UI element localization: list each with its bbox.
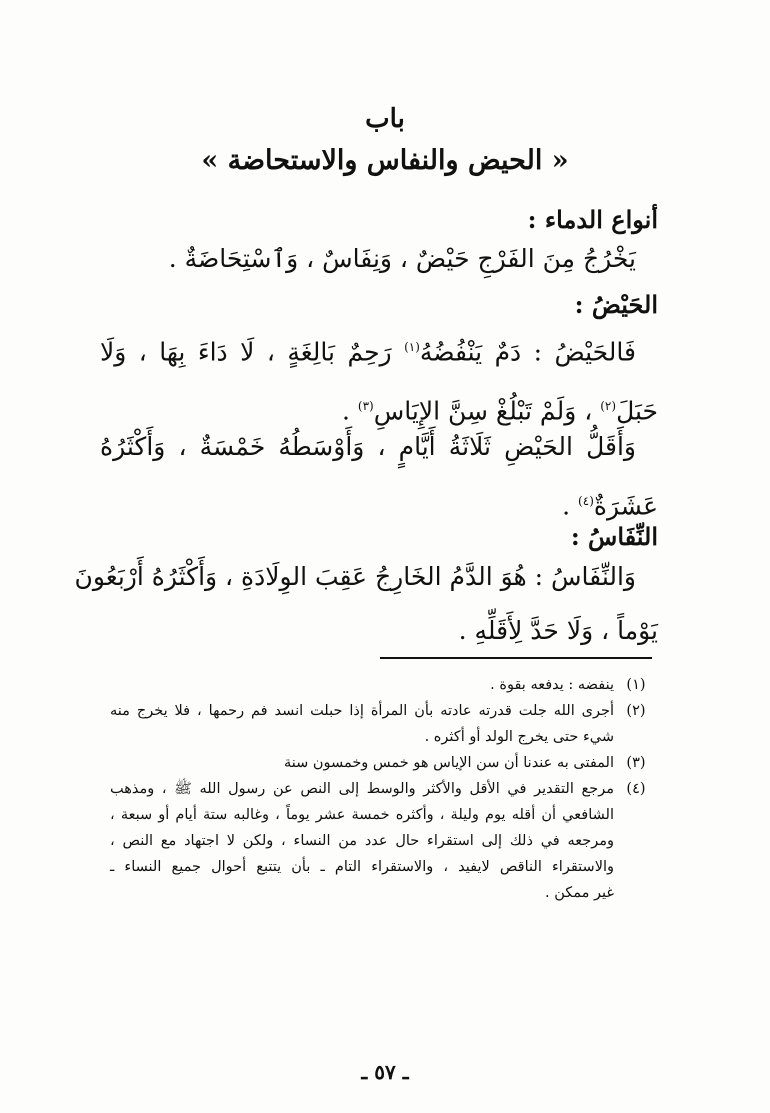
paragraph-line: وَالنِّفَاسُ : هُوَ الدَّمُ الخَارِجُ عَقِبَ الوِلَادَةِ ، وَأَكْثَرُهُ أَرْبَعُونَ <box>74 562 636 591</box>
footnote-text <box>110 776 614 906</box>
footnote-ref[interactable]: (٢) <box>600 399 617 414</box>
paragraph-line: يَخْرُجُ مِنَ الفَرْجِ حَيْضٌ ، وَنِفَاسٌ ، وَٱسْتِحَاضَةٌ . <box>168 244 636 273</box>
paragraph <box>100 232 658 286</box>
footnote-line: ومرجعه في ذلك إلى استقراء حال عدد من النساء ، ولكن لا اجتهاد مع النص ، <box>110 833 614 849</box>
footnote-line: المفتى به عندنا أن سن الإياس هو خمس وخمسون سنة <box>283 755 614 771</box>
footnote-line: الشافعي أن أقله يوم وليلة ، وأكثره خمسة عشر يوماً ، وغالبه ستة أيام أو سبعة ، <box>110 807 614 823</box>
page-number: ـ ٥٧ ـ <box>361 1060 409 1084</box>
footnote-text <box>110 698 614 750</box>
paragraph-line: وَأَقَلُّ الحَيْضِ ثَلَاثَةُ أَيَّامٍ ، وَأَوْسَطُهُ خَمْسَةٌ ، وَأَكْثَرُهُ <box>100 432 636 461</box>
text-run: عَشَرَةٌ <box>593 491 658 521</box>
footnote-text <box>110 672 614 698</box>
footnote-ref[interactable]: (١) <box>404 340 420 354</box>
section-blood-types <box>100 205 658 234</box>
section-heading: الحَيْضُ : <box>574 290 658 319</box>
footnote <box>110 698 658 750</box>
text-run: . <box>562 491 579 521</box>
footnote-text <box>110 750 614 776</box>
text-run: رَحِمٌ بَالِغَةٍ ، لَا دَاءَ بِهَا ، وَلَا <box>100 337 405 367</box>
footnote-number: (٣) <box>626 755 646 771</box>
footnote-number: (٢) <box>626 703 646 719</box>
paragraph <box>100 420 658 533</box>
chapter-title: « الحيض والنفاس والاستحاضة » <box>201 145 569 176</box>
footnote-divider <box>380 657 652 659</box>
footnote-number: (٤) <box>626 781 646 797</box>
footnote-number: (١) <box>626 677 646 693</box>
footnotes <box>110 672 658 906</box>
footnote <box>110 776 658 906</box>
section-heading: أنواع الدماء : <box>527 205 658 234</box>
section-menstruation <box>100 290 658 319</box>
footnote-line: شيء حتى يخرج الولد أو أكثره . <box>424 729 614 745</box>
paragraph <box>74 550 658 658</box>
section-postpartum <box>100 522 658 551</box>
text-run: ، وَلَمْ تَبْلُغْ سِنَّ الإِيَاسِ <box>373 396 601 426</box>
footnote-line: أجرى الله جلت قدرته عادته بأن المرأة إذا حبلت انسد فم رحمها ، فلا يخرج منه <box>110 703 614 719</box>
footnote-ref[interactable]: (٣) <box>357 399 374 414</box>
footnote <box>110 750 658 776</box>
footnote <box>110 672 658 698</box>
paragraph-line <box>100 320 658 379</box>
text-run: . <box>342 396 358 426</box>
footnote-ref[interactable]: (٤) <box>578 494 594 508</box>
footnote-line: ينفضه : يدفعه بقوة . <box>490 677 614 693</box>
footnote-line: مرجع التقدير في الأقل والأكثر والوسط إلى النص عن رسول الله ﷺ ، ومذهب <box>110 781 614 797</box>
footnote-line: غير ممكن . <box>545 885 614 901</box>
section-heading: النِّفَاسُ : <box>570 522 658 551</box>
text-run: فَالحَيْضُ : دَمٌ يَنْفُضُهُ <box>419 337 636 367</box>
text-run: حَبَلَ <box>616 396 658 426</box>
paragraph-line: يَوْماً ، وَلَا حَدَّ لِأَقَلِّهِ . <box>458 616 658 645</box>
chapter-label: باب <box>365 104 405 134</box>
footnote-line: والاستقراء الناقص لايفيد ، والاستقراء التام ـ بأن يتتبع أحوال جميع النساء ـ <box>110 859 614 875</box>
